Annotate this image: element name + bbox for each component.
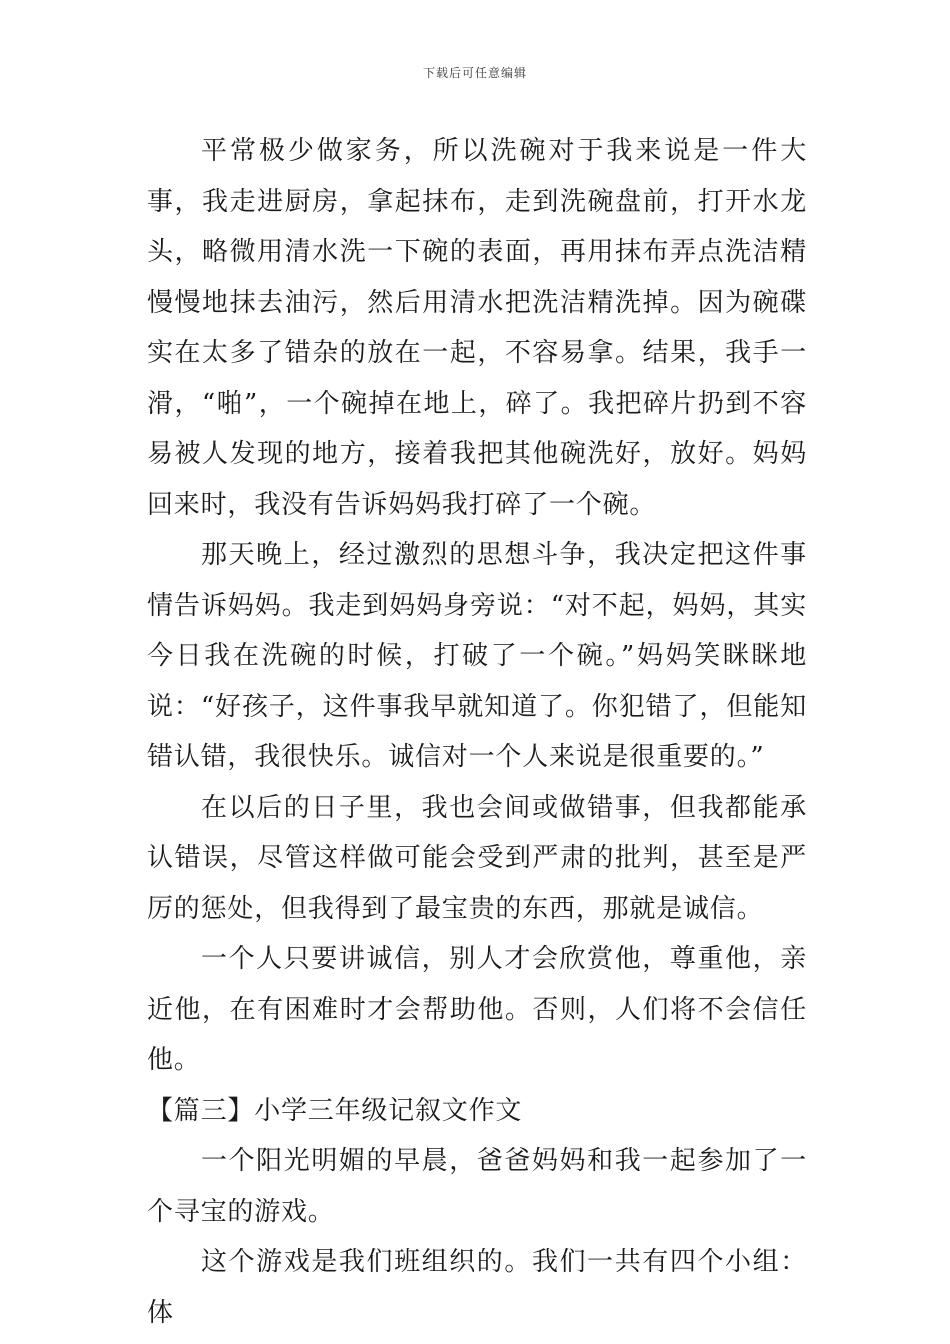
page-header: 下载后可任意编辑 xyxy=(422,66,527,80)
paragraph-honesty-conclusion: 一个人只要讲诚信，别人才会欣赏他，尊重他，亲近他，在有困难时才会帮助他。否则，人们将不会信任他。 xyxy=(147,944,807,1075)
paragraph-washing-dishes: 平常极少做家务，所以洗碗对于我来说是一件大事，我走进厨房，拿起抹布，走到洗碗盘前，打开水龙头，略微用清水洗一下碗的表面，再用抹布弄点洗洁精慢慢地抹去油污，然后用清水把洗洁精洗掉。因为碗碟实在太多了错杂的放在一起，不容易拿。结果，我手一滑，“啪”，一个碗掉在地上，碎了。我把碎片扔到不容易被人发现的地方，接着我把其他碗洗好，放好。妈妈回来时，我没有告诉妈妈我打碎了一个碗。 xyxy=(147,136,807,520)
paragraph-game-groups: 这个游戏是我们班组织的。我们一共有四个小组：体 xyxy=(147,1247,807,1328)
document-body xyxy=(147,126,807,1338)
section-heading: 【篇三】小学三年级记叙文作文 xyxy=(147,1095,523,1126)
paragraph-sunny-morning: 一个阳光明媚的早晨，爸爸妈妈和我一起参加了一个寻宝的游戏。 xyxy=(147,1146,807,1227)
paragraph-telling-mother: 那天晚上，经过激烈的思想斗争，我决定把这件事情告诉妈妈。我走到妈妈身旁说：“对不起，妈妈，其实今日我在洗碗的时候，打破了一个碗。”妈妈笑眯眯地说：“好孩子，这件事我早就知道了。你犯错了，但能知错认错，我很快乐。诚信对一个人来说是很重要的。” xyxy=(147,540,807,772)
paragraph-admitting-mistakes: 在以后的日子里，我也会间或做错事，但我都能承认错误，尽管这样做可能会受到严肃的批判，甚至是严厉的惩处，但我得到了最宝贵的东西，那就是诚信。 xyxy=(147,792,807,924)
